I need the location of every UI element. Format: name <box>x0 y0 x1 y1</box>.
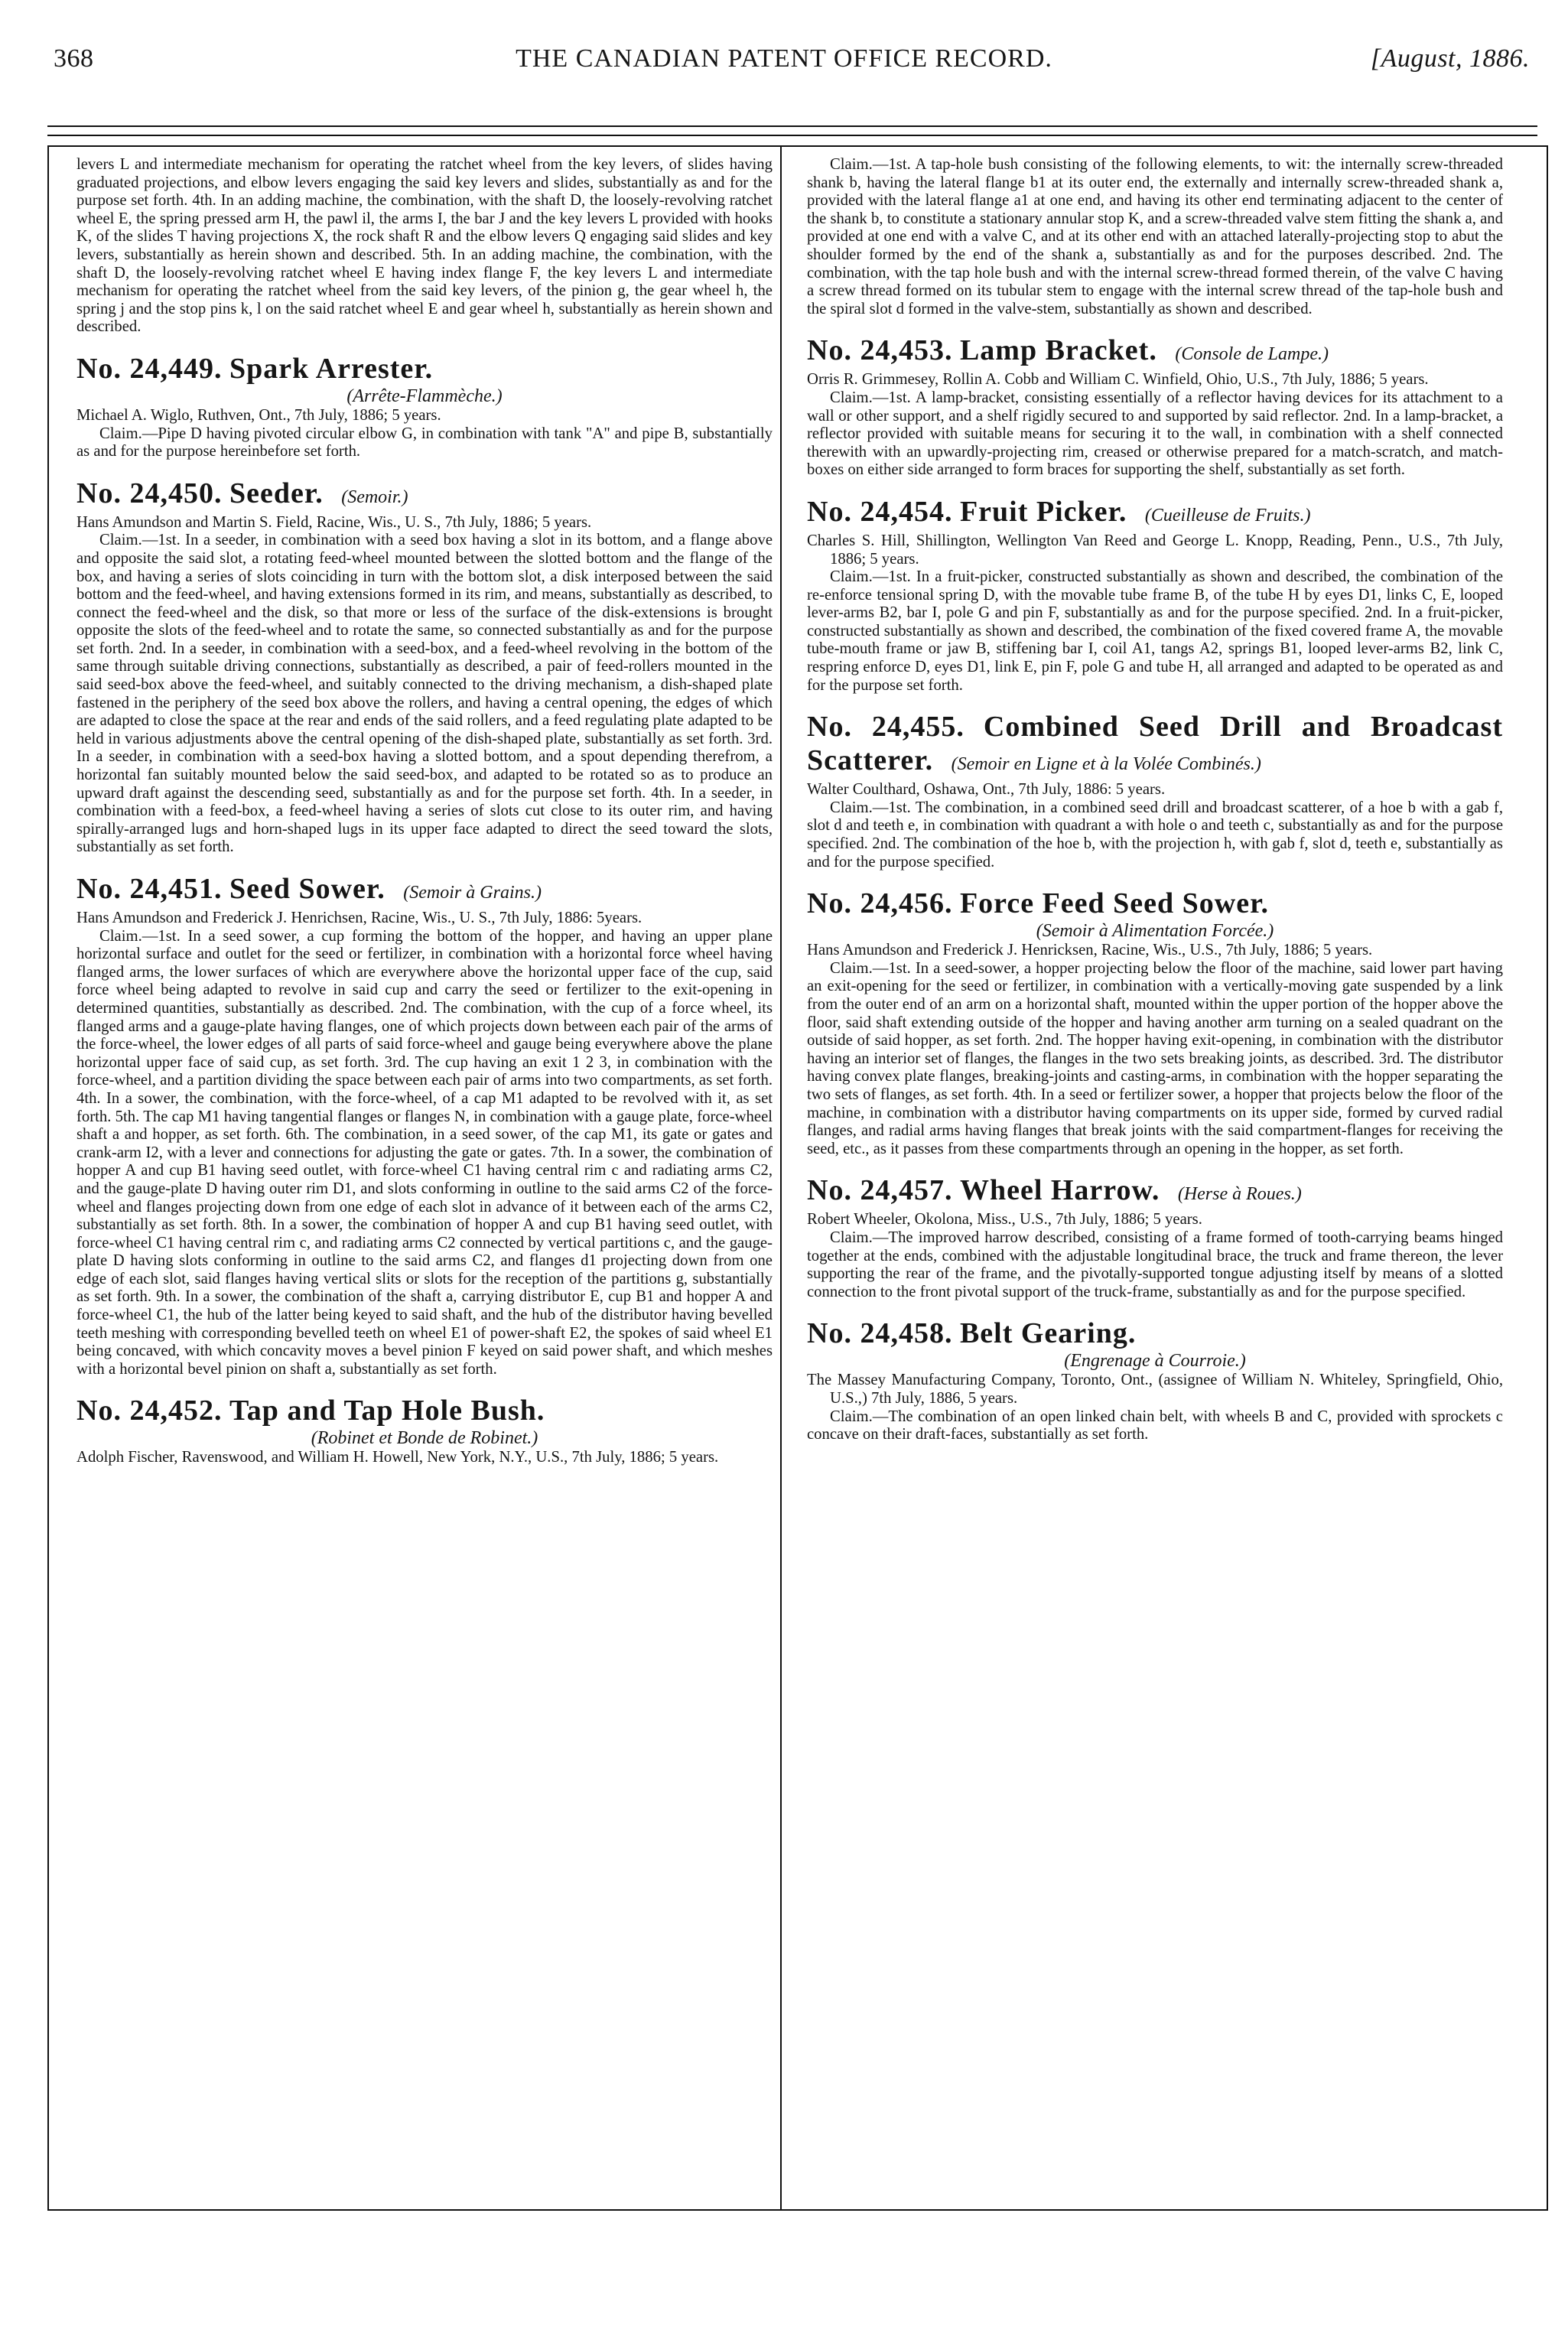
french-title: (Cueilleuse de Fruits.) <box>1144 505 1311 526</box>
continuation-claim: Claim.—1st. A tap-hole bush consisting of the following elements, to wit: the internally screw-threaded shank b, having the lateral flange b1 at its outer end, the externally and internally screw-threaded shank a, provided with the lateral flange a1 at one end, and having its other end terminating adjacent to the center of the shank b, to constitute a stationary annular stop K, and a screw-threaded valve stem fitting the shank a, and provided at one end with a valve C, and at its other end with an attached laterally-projecting stop to abut the shoulder formed by the end of the shank a, substantially as and for the purposes described. 2nd. The combination, with the tap hole bush and with the internal screw-thread formed therein, of the valve C having a screw thread formed on its tubular stem to engage with the internal screw thread of the tap-hole bush and the spiral slot d formed in the valve-stem, substantially as shown and described. <box>807 156 1503 317</box>
patent-subject: Tap and Tap Hole Bush. <box>229 1395 545 1427</box>
patent-entry-24457 <box>807 1173 1503 1301</box>
patent-number: No. 24,451. <box>76 873 223 905</box>
french-title: (Engrenage à Courroie.) <box>1064 1351 1246 1372</box>
patent-entry-24458 <box>807 1316 1503 1443</box>
french-title: (Robinet et Bonde de Robinet.) <box>311 1428 538 1449</box>
continuation-text: levers L and intermediate mechanism for operating the ratchet wheel from the key levers, of slides having graduated projections, and elbow levers engaging the said key levers and slides, substantially as and for the purpose set forth. 4th. In an adding machine, the combination, with the shaft D, the loosely-revolving ratchet wheel E, the spring pressed arm H, the pawl il, the arms I, the bar J and the key levers L provided with hooks K, of the slides T having projections X, the rock shaft R and the elbow levers Q engaging said slides and key levers, substantially as herein shown and described. 5th. In an adding machine, the combination, with the shaft D, the loosely-revolving ratchet wheel E having index flange F, the key levers L and intermediate mechanism for operating the ratchet wheel from the said key levers, of the pinion g, the gear wheel h, the spring j and the stop pins k, l on the said ratchet wheel E and gear wheel h, substantially as herein shown and described. <box>76 156 773 336</box>
patent-entry-24455 <box>807 710 1503 871</box>
patent-number: No. 24,452. <box>76 1395 223 1427</box>
patent-entry-24456 <box>807 887 1503 1158</box>
claim-text: Claim.—1st. In a seed sower, a cup forming the bottom of the hopper, and having an upper plane horizontal surface and outlet for the seed or fertilizer, in combination with a horizontal force wheel having flanged arms, the lower surfaces of which are everywhere above the horizontal upper face of the cup, said force wheel being adapted to revolve in said cup and carry the seed or fertilizer to the exit-opening in determined quantities, substantially as described. 2nd. The combination, with the cup of a force wheel, its flanged arms and a gauge-plate having flanges, one of which projects down between each pair of the arms of the force-wheel, the lower edges of all parts of said force-wheel and gauge being everywhere above the plane horizontal upper face of said cup, as set forth. 3rd. The cup having an exit 1 2 3, in combination with the force-wheel, and a partition dividing the space between each pair of arms into two compartments, as set forth. 4th. In a sower, the combination, with the force-wheel, of a cap M1 adapted to be revolved with it, as set forth. 5th. The cap M1 having tangential flanges or flanges N, in combination with a gauge plate, force-wheel shaft a and hopper, as set forth. 6th. The combination, in a seed sower, of the cap M1, its gate or gates and crank-arm I2, with a lever and connections for adjusting the gate or gates. 7th. In a sower, the combination of hopper A and cup B1 having seed outlet, with force-wheel C1 having central rim c and radiating arms C2, and the gauge-plate D having outer rim D1, and slots conforming in outline to the said arms C2 of the force-wheel and flanges projecting down from one edge of each slot in advance of it between each of the arms C2, substantially as set forth. 8th. In a sower, the combination of hopper A and cup B1 having seed outlet, with force-wheel C1 having central rim c, and radiating arms C2 connected by vertical partitions c, and the gauge-plate D having slots conforming in outline to the said arms C2, and flanges d1 projecting down from one edge of each slot, said flanges having vertical slits or slots for the reception of the partitions g, substantially as set forth. 9th. In a sower, the combination of the shaft a, carrying distributor E, cup B1 and hopper A and force-wheel C1, the hub of the latter being keyed to said shaft, and the hub of the distributor having bevelled teeth meshing with corresponding bevelled teeth on wheel E1 of power-shaft E2, the spokes of said wheel E1 being concaved, with which concavity moves a bevel pinion F keyed on said power shaft, and which meshes with a horizontal bevel pinion on shaft a, substantially as set forth. <box>76 927 773 1378</box>
french-title: (Semoir.) <box>341 487 408 507</box>
inventor-line: Walter Coulthard, Oshawa, Ont., 7th July, 1886: 5 years. <box>807 781 1166 799</box>
inventor-line: Michael A. Wiglo, Ruthven, Ont., 7th July, 1886; 5 years. <box>76 406 441 424</box>
entry-heading <box>807 1316 1503 1350</box>
patent-subject: Combined Seed Drill and Broadcast Scatterer. <box>807 711 1503 777</box>
claim-text: Claim.—1st. In a seeder, in combination with a seed box having a slot in its bottom, and a flange above and opposite the said slot, a rotating feed-wheel mounted between the slotted bottom and the flange of the box, and having a series of slots coinciding in turn with the bottom slot, a disk interposed between the said bottom and the feed-wheel, and having extensions formed in its rim, and means, substantially as described, to connect the feed-wheel and the disk, so that more or less of the surface of the disk-extensions is brought opposite the slots of the feed-wheel and to rotate the same, so connected substantially as and for the purpose set forth. 2nd. In a seeder, in combination with a seed-box, and a feed-wheel revolving in the bottom of the same through suitable driving connections, substantially as described, a pair of feed-rollers mounted in the said seed-box above the feed-wheel, and suitably connected to the driving mechanism, a dish-shaped plate fastened in the periphery of the seed box above the rollers, and having a central opening, the edges of which are adapted to close the space at the rear and ends of the said rollers, and a feed regulating plate adapted to be held in various adjustments above the central opening of the dish-shaped plate, substantially as set forth. 3rd. In a seeder, in combination with a seed-box having a slotted bottom, and a spout depending therefrom, a horizontal fan suitably mounted below the said seed-box, and adapted to be rotated so as to produce an upward draft against the descending seed, substantially as and for the purpose set forth. 4th. In a seeder, in combination with a feed-box, a feed-wheel having a series of slots cut close to its outer rim, and having spirally-arranged lugs and horn-shaped lugs in its upper face adapted to direct the seed toward the slots, substantially as set forth. <box>76 532 773 856</box>
claim-text: Claim.—1st. In a fruit-picker, constructed substantially as shown and described, the combination of the re-enforce tensional spring D, with the movable tube frame B, of the tube H by eyes D1, links C, E, looped lever-arms B2, bar I, pole G and pin F, substantially as and for the purpose specified. 2nd. In a fruit-picker, constructed substantially as shown and described, the combination of the fixed covered frame A, the movable tube-mouth frame or jaw B, stiffening bar I, coil A1, tangs A2, springs B1, looped lever-arms B2, link C, respring enforce D, eyes D1, link E, pin F, pole G and tube H, all arranged and adapted to be operated as and for the purpose set forth. <box>807 568 1503 694</box>
patent-entry-24453 <box>807 334 1503 480</box>
claim-text: Claim.—The combination of an open linked chain belt, with wheels B and C, provided with sprockets c concave on their draft-faces, substantially as set forth. <box>807 1408 1503 1443</box>
french-title: (Semoir en Ligne et à la Volée Combinés.) <box>951 754 1261 775</box>
entry-heading <box>807 1173 1503 1211</box>
patent-subject: Spark Arrester. <box>229 352 434 385</box>
entry-heading <box>76 477 773 514</box>
journal-title: THE CANADIAN PATENT OFFICE RECORD. <box>516 44 1052 73</box>
patent-number: No. 24,449. <box>76 352 223 385</box>
patent-number: No. 24,456. <box>807 887 953 920</box>
page-number: 368 <box>54 44 94 73</box>
patent-subject: Seeder. <box>229 477 324 509</box>
entry-heading <box>807 710 1503 781</box>
patent-number: No. 24,455. <box>807 711 965 744</box>
claim-text: Claim.—1st. The combination, in a combined seed drill and broadcast scatterer, of a hoe b with a gab f, slot d and teeth e, in combination with quadrant a with hole o and teeth c, substantially as and for the purpose specified. 2nd. The combination of the hoe b, with the projection h, with gab f, slot d, teeth e, substantially as and for the purpose specified. <box>807 799 1503 871</box>
french-title: (Herse à Roues.) <box>1177 1184 1302 1205</box>
french-title: (Console de Lampe.) <box>1175 344 1329 365</box>
header-rule-bottom <box>47 135 1537 136</box>
inventor-line: Hans Amundson and Frederick J. Henrichsen, Racine, Wis., U. S., 7th July, 1886: 5years. <box>76 910 642 926</box>
french-title: (Arrête-Flammèche.) <box>346 386 503 406</box>
patent-entry-24449 <box>76 352 773 461</box>
inventor-line: Charles S. Hill, Shillington, Wellington Van Reed and George L. Knopp, Reading, Penn., U.S., 7th July, 1886; 5 years. <box>807 532 1503 568</box>
claim-text: Claim.—The improved harrow described, consisting of a frame formed of tooth-carrying beams hinged together at the ends, combined with the adjustable longitudinal brace, the truck and frame thereon, the lever supporting the rear of the frame, and the pivotally-supported tongue adjusting itself by means of a slotted connection to the front pivotal support of the truck-frame, substantially as and for the purpose specified. <box>807 1229 1503 1300</box>
patent-subject: Wheel Harrow. <box>959 1174 1160 1207</box>
claim-text: Claim.—1st. A lamp-bracket, consisting essentially of a reflector having devices for its attachment to a wall or other support, and a shelf rigidly secured to and supported by said reflector. 2nd. In a lamp-bracket, a reflector provided with suitable means for securing it to the wall, in combination with a shelf connected therewith with an upwardly-projecting rim, creased or otherwise prepared for a match-scratch, and match-boxes on either side arranged to form braces for supporting the shelf, substantially as set forth. <box>807 389 1503 479</box>
patent-subject: Belt Gearing. <box>959 1317 1137 1350</box>
claim-text: Claim.—Pipe D having pivoted circular elbow G, in combination with tank "A" and pipe B, substantially as and for the purpose hereinbefore set forth. <box>76 425 773 461</box>
entry-heading <box>807 334 1503 371</box>
inventor-line: Robert Wheeler, Okolona, Miss., U.S., 7th July, 1886; 5 years. <box>807 1211 1202 1229</box>
patent-entry-24452 <box>76 1394 773 1467</box>
patent-number: No. 24,450. <box>76 477 223 509</box>
entry-heading <box>76 872 773 910</box>
right-column <box>807 156 1503 1444</box>
header-rule-top <box>47 125 1537 127</box>
inventor-line: Hans Amundson and Frederick J. Henricksen, Racine, Wis., U.S., 7th July, 1886; 5 years. <box>807 942 1373 959</box>
inventor-line: Orris R. Grimmesey, Rollin A. Cobb and William C. Winfield, Ohio, U.S., 7th July, 1886; 5 years. <box>807 371 1429 389</box>
inventor-line: The Massey Manufacturing Company, Toronto, Ont., (assignee of William N. Whiteley, Springfield, Ohio, U.S.,) 7th July, 1886, 5 years. <box>807 1372 1503 1407</box>
patent-number: No. 24,457. <box>807 1174 953 1207</box>
french-title: (Semoir à Grains.) <box>403 883 542 903</box>
patent-subject: Force Feed Seed Sower. <box>959 887 1269 920</box>
page-header <box>31 44 1537 90</box>
entry-heading <box>76 352 773 386</box>
patent-subject: Lamp Bracket. <box>959 334 1157 367</box>
left-column <box>76 156 773 1467</box>
entry-heading <box>807 887 1503 920</box>
patent-subject: Fruit Picker. <box>959 495 1127 528</box>
patent-number: No. 24,453. <box>807 334 953 367</box>
patent-entry-24451 <box>76 872 773 1378</box>
issue-date: [August, 1886. <box>1370 44 1530 73</box>
inventor-line: Hans Amundson and Martin S. Field, Racine, Wis., U. S., 7th July, 1886; 5 years. <box>76 513 592 531</box>
column-divider <box>780 145 782 2211</box>
entry-heading <box>807 495 1503 532</box>
patent-number: No. 24,458. <box>807 1317 953 1350</box>
french-title: (Semoir à Alimentation Forcée.) <box>1036 921 1274 942</box>
patent-entry-24454 <box>807 495 1503 695</box>
claim-text: Claim.—1st. In a seed-sower, a hopper projecting below the floor of the machine, said lower part having an exit-opening for the seed or fertilizer, in combination with a vertically-moving gate suspended by a link from the outer end of an arm on a horizontal shaft, mounted within the upper portion of the hopper above the floor, said shaft extending outside of the hopper and having another arm turning on a sealed quadrant on the outside of said hopper, as set forth. 2nd. The hopper having exit-opening, in combination with the distributor having an interior set of flanges, the flanges in the two sets breaking joints, as described. 3rd. The distributor having convex plate flanges, breaking-joints and casting-arms, in combination with the hopper separating the two sets of flanges, as set forth. 4th. In a seed or fertilizer sower, a hopper that projects below the floor of the machine, in combination with a distributor having compartments on its upper side, formed by curved radial flanges, and radial arms having flanges that break joints with the said compartment-flanges for receiving the seed, etc., as it passes from these compartments through an opening in the hopper, as set forth. <box>807 959 1503 1157</box>
patent-entry-24450 <box>76 477 773 857</box>
patent-number: No. 24,454. <box>807 495 953 528</box>
inventor-line: Adolph Fischer, Ravenswood, and William H. Howell, New York, N.Y., U.S., 7th July, 1886; 5 years. <box>76 1449 719 1466</box>
patent-subject: Seed Sower. <box>229 873 385 905</box>
entry-heading <box>76 1394 773 1427</box>
